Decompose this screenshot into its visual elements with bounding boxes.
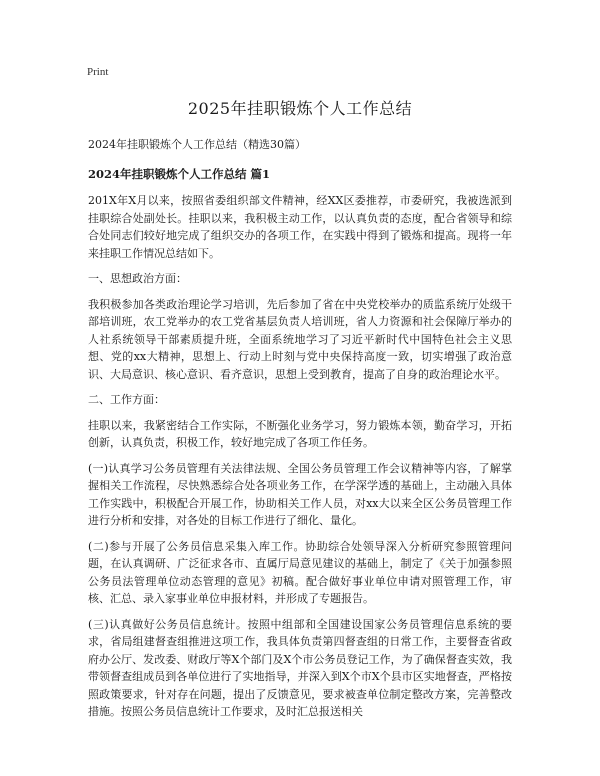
paragraph-item-3: (三)认真做好公务员信息统计。按照中组部和全国建设国家公务员管理信息系统的要求，省局组建督查组推进这项工作，我具体负责第四督查组的日常工作，主要督查省政府办公厅、发改委、财政厅等X个部门及X个市公务员登记工作，为了确保督查实效，我带领督查组成员到各单位进行了实地指导，并深入到X个市X个县市区实地督查，严格按照政策要求，针对存在问题，提出了反馈意见，要求被查单位制定整改方案，完善整改措施。按照公务员信息统计工作要求，及时汇总报送相关 xyxy=(88,617,512,718)
document-subtitle: 2024年挂职锻炼个人工作总结（精选30篇） xyxy=(88,138,306,151)
heading-political: 一、思想政治方面： xyxy=(88,272,187,285)
heading-work: 二、工作方面： xyxy=(88,393,165,406)
paragraph-item-2: (二)参与开展了公务员信息采集入库工作。协助综合处领导深入分析研究参照管理问题，在认真调研、广泛征求各市、直属厅局意见建议的基础上，制定了《关于加强参照公务员法管理单位动态管理的意见》初稿。配合做好事业单位申请对照管理工作，审核、汇总、录入家事业单位申报材料，并形成了专题报告。 xyxy=(88,539,512,605)
paragraph-item-1: (一)认真学习公务员管理有关法律法规、全国公务员管理工作会议精神等内容，了解掌握相关工作流程，尽快熟悉综合处各项业务工作，在学深学透的基础上，主动融入具体工作实践中，积极配合开展工作，协助相关工作人员，对xx大以来全区公务员管理工作进行分析和安排，对各处的目标工作进行了细化、量化。 xyxy=(88,461,512,527)
section-title: 2024年挂职锻炼个人工作总结 篇1 xyxy=(88,167,271,181)
document-title: 2025年挂职锻炼个人工作总结 xyxy=(187,99,413,118)
paragraph-intro: 201X年X月以来，按照省委组织部文件精神，经XX区委推荐，市委研究，我被选派到挂职综合处副处长。挂职以来，我积极主动工作，以认真负责的态度，配合省领导和综合处同志们较好地完成了组织交办的各项工作，在实践中得到了锻炼和提高。现将一年来挂职工作情况总结如下。 xyxy=(88,194,512,260)
paragraph-political: 我积极参加各类政治理论学习培训，先后参加了省在中央党校举办的质监系统厅处级干部培训班，农工党举办的农工党省基层负责人培训班，省人力资源和社会保障厅举办的人社系统领导干部素质提升班，全面系统地学习了习近平新时代中国特色社会主义思想、党的xx大精神，思想上、行动上时刻与党中央保持高度一致，切实增强了政治意识、大局意识、核心意识、看齐意识，思想上受到教育，提高了自身的政治理论水平。 xyxy=(88,297,512,381)
print-label[interactable]: Print xyxy=(87,66,109,78)
paragraph-work-intro: 挂职以来，我紧密结合工作实际，不断强化业务学习，努力锻炼本领，勤奋学习，开拓创新，认真负责，积极工作，较好地完成了各项工作任务。 xyxy=(88,418,512,449)
